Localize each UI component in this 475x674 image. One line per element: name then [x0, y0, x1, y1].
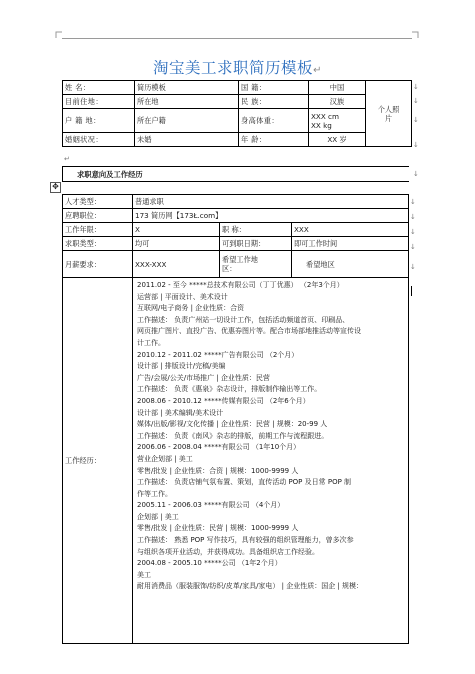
experience-line: 零售/批发 | 企业性质：民营 | 规模：1000-9999 人 — [137, 524, 299, 533]
years-label: 工作年限： — [63, 223, 133, 237]
location-value[interactable]: 所在地 — [135, 95, 239, 109]
body-value[interactable] — [309, 109, 366, 133]
row-end-mark: ↓ — [413, 97, 419, 105]
page-top-rule — [62, 38, 412, 39]
basic-row-location — [63, 95, 412, 109]
page-corner-top-left — [50, 26, 62, 38]
experience-line: 2008.06 - 2010.12 *****传媒有限公司 （2年6个月） — [137, 396, 310, 405]
name-value[interactable]: 简历模板 — [135, 81, 239, 95]
talent-label: 人才类型： — [63, 195, 133, 209]
row-end-mark: ↓ — [410, 198, 416, 206]
experience-line: 营业企划部 | 美工 — [137, 454, 193, 463]
experience-line: 耐用消费品（服装服饰/纺织/皮革/家具/家电） | 企业性质：国企 | 规模： — [137, 582, 364, 591]
position-value[interactable]: 173 简历网【173Ł.com】 — [133, 209, 409, 223]
experience-line: 设计部 | 美术编辑/美术设计 — [137, 408, 224, 417]
hukou-label: 户 籍 地： — [63, 109, 135, 133]
marital-label: 婚姻状况： — [63, 133, 135, 147]
job-type-value[interactable]: 均可 — [133, 237, 220, 251]
intention-row-salary — [63, 251, 409, 278]
salary-value[interactable]: XXX-XXX — [133, 251, 220, 278]
area-value[interactable]: 希望地区 — [292, 251, 409, 278]
row-end-mark: ↓ — [413, 116, 419, 124]
body-label: 身高体重： — [239, 109, 309, 133]
intention-row-years — [63, 223, 409, 237]
area-label-line-1: 希望工作地 — [222, 255, 258, 264]
page-title-text: 淘宝美工求职简历模板 — [153, 59, 314, 77]
experience-line: 2005.11 - 2006.03 *****有限公司 （4个月） — [137, 501, 285, 510]
experience-lines — [137, 280, 405, 593]
experience-line: 零售/批发 | 企业性质：合资 | 规模：1000-9999 人 — [137, 466, 299, 475]
row-end-mark: ↓ — [410, 228, 416, 236]
basic-row-name — [63, 81, 412, 95]
experience-line: 作等工作。 — [137, 489, 172, 498]
experience-line: 工作描述： 负责《南风》杂志的排版，前期工作与流程跟进。 — [137, 431, 329, 440]
paragraph-mark: ↵ — [313, 65, 322, 76]
ethnic-label: 民 族： — [239, 95, 309, 109]
experience-line: 与组织各项开业活动，并获得成功。具备组织店工作经验。 — [137, 547, 319, 556]
intention-table — [62, 194, 409, 644]
experience-line: 工作描述： 负责广州站一切设计工作，包括活动频道首页、印刷品、 — [137, 315, 350, 324]
start-date-value[interactable]: 即可工作时间 — [292, 237, 409, 251]
nation-label: 国 籍： — [239, 81, 309, 95]
experience-line: 2004.08 - 2005.10 *****公司 （1年2个月） — [137, 559, 282, 568]
table-move-handle[interactable]: ✥ — [50, 182, 61, 193]
talent-value[interactable]: 普通求职 — [133, 195, 409, 209]
age-label: 年 龄： — [239, 133, 309, 147]
experience-row — [63, 278, 409, 644]
row-end-mark: ↓ — [413, 170, 419, 178]
basic-info-table — [62, 80, 412, 147]
basic-row-hukou — [63, 109, 412, 133]
weight-value: XX kg — [311, 120, 332, 130]
experience-line: 计工作。 — [137, 338, 165, 347]
photo-cell[interactable] — [366, 81, 412, 147]
job-type-label: 求职类型： — [63, 237, 133, 251]
location-label: 目前住地： — [63, 95, 135, 109]
experience-line: 工作描述： 负责《惠泉》杂志设计，排版制作输出等工作。 — [137, 385, 322, 394]
height-value: XXX cm — [311, 111, 340, 121]
basic-row-marital — [63, 133, 412, 147]
name-label: 姓 名： — [63, 81, 135, 95]
experience-line: 工作描述： 熟悉 POP 写作技巧，具有较强的组织管理能力，曾多次参 — [137, 536, 354, 545]
row-end-mark: ↓ — [413, 83, 419, 91]
row-end-mark: ↓ — [410, 213, 416, 221]
start-date-label: 可到职日期： — [220, 237, 292, 251]
intention-row-type — [63, 237, 409, 251]
page-title — [0, 56, 475, 78]
age-value[interactable]: XX 岁 — [309, 133, 366, 147]
row-end-mark: ↓ — [410, 263, 416, 271]
paragraph-mark: ↵ — [64, 155, 70, 163]
job-title-label: 职 称： — [220, 223, 292, 237]
intention-row-talent — [63, 195, 409, 209]
row-end-mark: ↓ — [410, 243, 416, 251]
hukou-value[interactable]: 所在户籍 — [135, 109, 239, 133]
row-end-mark: ↓ — [413, 141, 419, 149]
experience-line: 设计部 | 排版设计/完稿/美编 — [137, 362, 226, 371]
marital-value[interactable]: 未婚 — [135, 133, 239, 147]
experience-line: 企划部 | 美工 — [137, 512, 179, 521]
job-title-value[interactable]: XXX — [292, 223, 409, 237]
nation-value[interactable]: 中国 — [309, 81, 366, 95]
experience-line: 美工 — [137, 570, 151, 579]
intention-heading-text: 求职意向及工作经历 — [77, 170, 143, 179]
salary-label: 月薪要求： — [63, 251, 133, 278]
text-cursor — [411, 286, 412, 296]
experience-line: 2010.12 - 2011.02 *****广告有限公司 （2个月） — [137, 350, 299, 359]
ethnic-value[interactable]: 汉族 — [309, 95, 366, 109]
experience-line: 2006.06 - 2008.04 *****有限公司 （1年10个月） — [137, 443, 301, 452]
area-label — [220, 251, 292, 278]
years-value[interactable]: X — [133, 223, 220, 237]
experience-content[interactable] — [133, 278, 409, 644]
page-corner-top-right — [412, 26, 424, 38]
experience-line: 工作描述： 负责店铺气氛布置、策划，直传活动 POP 及日常 POP 制 — [137, 478, 352, 487]
experience-line: 互联网/电子商务 | 企业性质：合资 — [137, 304, 245, 313]
experience-line: 2011.02 - 至今 *****总技术有限公司（丁丁优惠） （2年3个月） — [137, 281, 344, 289]
intention-row-position — [63, 209, 409, 223]
position-label: 应聘职位： — [63, 209, 133, 223]
photo-label: 个人照片 — [377, 104, 400, 123]
experience-label: 工作经历： — [63, 278, 133, 644]
intention-section-heading — [62, 166, 409, 182]
experience-line: 网页推广图片、直投广告、优惠券图片等。配合市场部地推活动等宣传设 — [137, 327, 361, 336]
experience-line: 运营部 | 平面设计、美术设计 — [137, 292, 228, 301]
experience-line: 媒体/出版/影视/文化传播 | 企业性质：民营 | 规模：20-99 人 — [137, 420, 328, 429]
area-label-line-2: 区： — [222, 264, 237, 273]
experience-line: 广告/会展/公关/市场推广 | 企业性质：民营 — [137, 373, 270, 382]
